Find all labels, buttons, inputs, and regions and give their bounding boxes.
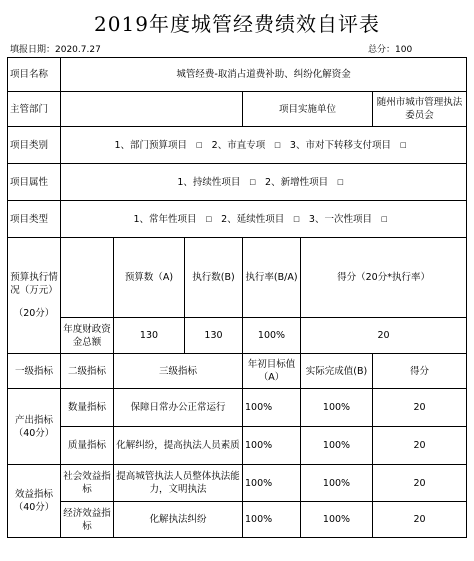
row-budget-values [8, 318, 467, 354]
budget-score-value: 20 [301, 318, 467, 354]
actual-cell: 100% [301, 427, 373, 465]
table-row [8, 465, 467, 502]
l1-output: 产出指标（40分） [8, 389, 61, 465]
actual-cell: 100% [301, 465, 373, 502]
target-cell: 100% [243, 502, 301, 538]
checkbox-icon: □ [293, 214, 300, 223]
impl-value: 随州市城市管理执法委员会 [373, 92, 467, 127]
l2-cell: 质量指标 [61, 427, 114, 465]
target-cell: 100% [243, 427, 301, 465]
exec-value: 130 [185, 318, 243, 354]
project-name-value: 城管经费-取消占道费补助、纠纷化解资金 [61, 58, 467, 92]
type-opt-2: 2、延续性项目 [221, 213, 285, 225]
checkbox-icon: □ [205, 214, 213, 223]
h-actual: 实际完成值(B) [301, 354, 373, 389]
row-department [8, 92, 467, 127]
actual-cell: 100% [301, 389, 373, 427]
checkbox-icon: □ [274, 140, 281, 149]
attribute-options [61, 164, 467, 201]
page-title: 2019年度城管经费绩效自评表 [94, 12, 380, 36]
checkbox-icon: □ [380, 214, 388, 223]
row-budget-header [8, 238, 467, 318]
l3-cell: 提高城管执法人员整体执法能力，文明执法 [114, 465, 243, 502]
checkbox-icon: □ [249, 177, 257, 186]
actual-cell: 100% [301, 502, 373, 538]
l2-cell: 社会效益指标 [61, 465, 114, 502]
score-cell: 20 [373, 502, 467, 538]
h-rate: 执行率(B/A) [243, 238, 301, 318]
row-indicator-header [8, 354, 467, 389]
type-label: 项目类型 [8, 201, 61, 238]
row-project-name [8, 58, 467, 92]
checkbox-icon: □ [399, 140, 407, 149]
category-opt-1: 1、部门预算项目 [114, 139, 187, 151]
l1-benefit: 效益指标（40分） [8, 465, 61, 538]
category-options [61, 127, 467, 164]
h-l3: 三级指标 [114, 354, 243, 389]
category-label: 项目类别 [8, 127, 61, 164]
l3-cell: 保障日常办公正常运行 [114, 389, 243, 427]
l2-cell: 数量指标 [61, 389, 114, 427]
attribute-label: 项目属性 [8, 164, 61, 201]
table-row [8, 389, 467, 427]
h-l2: 二级指标 [61, 354, 114, 389]
target-cell: 100% [243, 465, 301, 502]
table-row [8, 427, 467, 465]
category-opt-2: 2、市直专项 [211, 139, 266, 151]
budget-section-label: 预算执行情况（万元） （20分） [8, 238, 61, 354]
target-cell: 100% [243, 389, 301, 427]
dept-label: 主管部门 [8, 92, 61, 127]
rate-value: 100% [243, 318, 301, 354]
h-score: 得分（20分*执行率） [301, 238, 467, 318]
h-score-col: 得分 [373, 354, 467, 389]
evaluation-table [7, 57, 467, 538]
row-type [8, 201, 467, 238]
type-options [61, 201, 467, 238]
dept-value [61, 92, 243, 127]
project-name-label: 项目名称 [8, 58, 61, 92]
impl-label: 项目实施单位 [243, 92, 373, 127]
attribute-opt-1: 1、持续性项目 [177, 176, 241, 188]
h-target: 年初目标值（A） [243, 354, 301, 389]
h-exec: 执行数(B) [185, 238, 243, 318]
l3-cell: 化解执法纠纷 [114, 502, 243, 538]
type-opt-1: 1、常年性项目 [133, 213, 197, 225]
h-budget: 预算数（A) [114, 238, 185, 318]
score-cell: 20 [373, 389, 467, 427]
row-category [8, 127, 467, 164]
category-opt-3: 3、市对下转移支付项目 [289, 139, 391, 151]
score-cell: 20 [373, 427, 467, 465]
score-cell: 20 [373, 465, 467, 502]
l2-cell: 经济效益指标 [61, 502, 114, 538]
type-opt-3: 3、一次性项目 [308, 213, 372, 225]
fill-date: 填报日期：2020.7.27 [10, 45, 101, 55]
l3-cell: 化解纠纷，提高执法人员素质 [114, 427, 243, 465]
table-row [8, 502, 467, 538]
checkbox-icon: □ [337, 177, 344, 186]
h-l1: 一级指标 [8, 354, 61, 389]
checkbox-icon: □ [196, 140, 203, 149]
total-score: 总分：100 [368, 45, 413, 55]
budget-row-label: 年度财政资金总额 [61, 318, 114, 354]
row-attribute [8, 164, 467, 201]
attribute-opt-2: 2、新增性项目 [265, 176, 329, 188]
budget-value: 130 [114, 318, 185, 354]
